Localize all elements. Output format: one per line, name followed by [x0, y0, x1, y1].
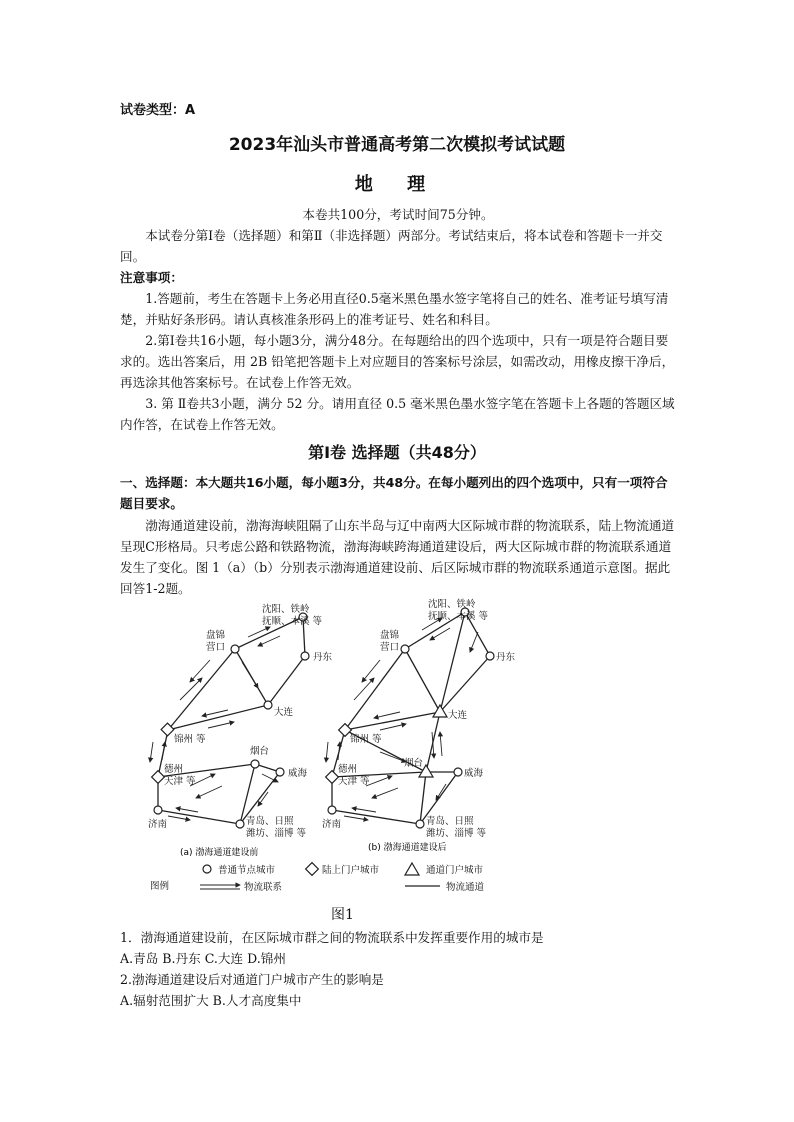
section-title: 第Ⅰ卷 选择题（共48分） [308, 443, 486, 462]
question-options: A.青岛 B.丹东 C.大连 D.锦州 [120, 951, 286, 966]
question-options: A.辐射范围扩大 B.人才高度集中 [120, 993, 302, 1008]
legend-flow: 物流联系 [244, 882, 283, 893]
city-label: 威海 [464, 768, 484, 779]
legend-node: 普通节点城市 [218, 865, 276, 876]
exam-intro: 本试卷分第Ⅰ卷（选择题）和第Ⅱ（非选择题）两部分。考试结束后，将本试卷和答题卡一并交回。 [120, 228, 663, 264]
exam-info: 本卷共100分，考试时间75分钟。 [302, 207, 494, 222]
note-item: 2.第Ⅰ卷共16小题，每小题3分，满分48分。在每题给出的四个选项中，只有一项是符合题目要求的。选出答案后，用 2B 铅笔把答题卡上对应题目的答案标号涂层，如需改动，用橡皮擦干净后，再选涂其他答案标号。在试卷上作答无效。 [120, 333, 675, 390]
city-label: 潍坊、淄博 等 [246, 828, 307, 839]
subject-title: 地 理 [354, 174, 440, 195]
city-label: 盘锦 [380, 630, 400, 641]
city-label: 烟台 [404, 758, 424, 769]
city-label: 天津 等 [338, 776, 370, 787]
notes-title: 注意事项： [120, 270, 183, 285]
legend-land-gate: 陆上门户城市 [322, 865, 380, 876]
city-label: 营口 [380, 642, 400, 653]
city-label: 青岛、日照 [246, 816, 294, 827]
city-label: 盘锦 [206, 630, 226, 641]
city-label: 抚顺、本溪 等 [428, 611, 489, 622]
question-passage: 渤海通道建设前，渤海海峡阻隔了山东半岛与辽中南两大区际城市群的物流联系，陆上物流通道呈现C形格局。只考虑公路和铁路物流，渤海海峡跨海通道建设后，两大区际城市群的物流联系通道发生了变化。图 1（a）（b）分别表示渤海通道建设前、后区际城市群的物流联系通道示意图。据此回答1-2题。 [120, 518, 675, 596]
legend-channel-gate-symbol [405, 863, 419, 875]
city-label: 济南 [322, 819, 342, 830]
city-label: 德州 [164, 764, 184, 775]
city-label: 丹东 [313, 652, 333, 663]
legend-title: 图例 [150, 881, 170, 892]
figure-label: 图1 [331, 907, 354, 923]
part-instruction: 一、选择题：本大题共16小题，每小题3分，共48分。在每小题列出的四个选项中，只有一项符合题目要求。 [120, 475, 668, 511]
caption-b: (b) 渤海通道建设后 [368, 843, 447, 853]
city-label: 潍坊、淄博 等 [426, 828, 487, 839]
city-label: 威海 [288, 768, 308, 779]
logistics-map-figure [150, 592, 650, 892]
legend-channel: 物流通道 [446, 882, 485, 893]
map-b [322, 598, 516, 853]
flow-arrows-a [150, 627, 280, 820]
city-label: 大连 [448, 710, 468, 721]
note-item: 3. 第 Ⅱ卷共3小题，满分 52 分。请用直径 0.5 毫米黑色墨水签字笔在答题卡上各题的答题区域内作答，在试卷上作答无效。 [120, 396, 675, 432]
legend-land-gate-symbol [306, 863, 319, 876]
city-label: 锦州 等 [174, 734, 206, 745]
city-label: 青岛、日照 [426, 816, 474, 827]
city-label: 营口 [206, 642, 226, 653]
city-label: 烟台 [250, 746, 270, 757]
city-label: 丹东 [496, 652, 516, 663]
legend-channel-gate: 通道门户城市 [426, 865, 484, 876]
city-label: 沈阳、铁岭 [262, 604, 310, 615]
city-label: 沈阳、铁岭 [428, 599, 476, 610]
city-label: 天津 等 [164, 776, 196, 787]
city-label: 德州 [338, 764, 358, 775]
map-legend [150, 863, 485, 893]
question-stem: 2.渤海通道建设后对通道门户城市产生的影响是 [120, 972, 384, 987]
city-label: 济南 [148, 819, 168, 830]
labels-b [322, 598, 516, 839]
city-label: 锦州 等 [350, 734, 382, 745]
city-label: 大连 [274, 707, 294, 718]
map-a [148, 603, 333, 858]
note-item: 1.答题前，考生在答题卡上务必用直径0.5毫米黑色墨水签字笔将自己的姓名、准考证号填写清楚，并贴好条形码。请认真核准条形码上的准考证号、姓名和科目。 [120, 291, 669, 327]
exam-title: 2023年汕头市普通高考第二次模拟考试试题 [228, 135, 566, 155]
question-stem: 1．渤海通道建设前，在区际城市群之间的物流联系中发挥重要作用的城市是 [120, 930, 544, 945]
caption-a: (a) 渤海通道建设前 [180, 848, 259, 858]
paper-type: 试卷类型：A [120, 103, 196, 118]
city-label: 抚顺、本溪 等 [262, 616, 323, 627]
legend-node-symbol [203, 865, 211, 873]
